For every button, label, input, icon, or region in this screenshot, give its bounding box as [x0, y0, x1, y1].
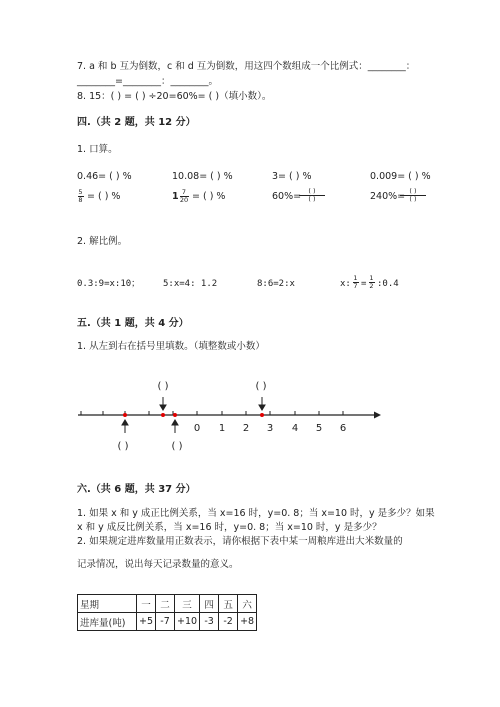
q7-line2: ________=________：________。 [77, 76, 218, 87]
proportion-3: 8:6=2:x [257, 279, 295, 289]
marked-point-4 [260, 413, 264, 417]
s6-q1-line2: x 和 y 成反比例关系，当 x=16 时，y=0. 8；当 x=10 时，y 是多少？ [77, 522, 382, 533]
table-cell: 进库量(吨) [78, 613, 137, 631]
tick-label-4: 4 [291, 423, 299, 434]
oral-calc-1: 0.46= ( ) % [77, 171, 132, 182]
blank-below-1: ( ) [117, 441, 129, 452]
grain-table [77, 594, 257, 631]
tick-label-6: 6 [339, 423, 347, 434]
s4-q1-title: 1. 口算。 [77, 144, 118, 155]
table-cell: +10 [175, 613, 200, 631]
tick-label-3: 3 [266, 423, 274, 434]
table-header-row [78, 595, 257, 613]
s4-q2-title: 2. 解比例。 [77, 236, 128, 247]
proportion-4-tail: :0.4 [377, 279, 399, 289]
proportion-1: 0.3:9=x:10； [77, 279, 141, 289]
fraction-5-8: 5 8 [78, 188, 83, 204]
fraction-1-7: 1 7 [353, 274, 358, 290]
oral-calc-7-lead: 60%= [272, 191, 302, 202]
table-header-cell: 二 [156, 595, 175, 613]
blank-fraction-240: ( ) ( ) [399, 188, 427, 203]
marked-point-2 [161, 413, 165, 417]
number-line-arrowhead [374, 412, 381, 419]
table-cell: -3 [200, 613, 219, 631]
tick-label-0: 0 [193, 423, 201, 434]
table-cell: +5 [137, 613, 156, 631]
table-header-cell: 三 [175, 595, 200, 613]
table-cell: -7 [156, 613, 175, 631]
tick-marks [81, 411, 343, 415]
table-header-cell: 四 [200, 595, 219, 613]
tick-label-2: 2 [242, 423, 250, 434]
blank-above-2: ( ) [255, 381, 267, 392]
number-line [0, 375, 500, 460]
answer-blanks [118, 381, 267, 452]
oral-calc-4: 0.009= ( ) % [370, 171, 431, 182]
s6-q1-line1: 1. 如果 x 和 y 成正比例关系，当 x=16 时，y=0. 8；当 x=10 时，y 是多少？如果 [77, 508, 435, 519]
blank-below-2: ( ) [171, 441, 183, 452]
table-header-cell: 六 [238, 595, 257, 613]
table-header-cell: 五 [219, 595, 238, 613]
s6-q2-line1: 2. 如果规定进库数量用正数表示，请你根据下表中某一周粮库进出大米数量的 [77, 536, 403, 547]
proportion-2: 5:x=4: 1.2 [163, 279, 218, 289]
table-header-cell: 一 [137, 595, 156, 613]
table-cell: -2 [219, 613, 238, 631]
proportion-4-eq: = [361, 279, 367, 289]
tick-label-5: 5 [315, 423, 323, 434]
oral-calc-8-lead: 240%= [370, 191, 406, 202]
section-5-title: 五.（共 1 题，共 4 分） [77, 318, 189, 329]
fraction-7-20: 7 20 [179, 188, 189, 204]
table-cell: +8 [238, 613, 257, 631]
oral-calc-3: 3= ( ) % [272, 171, 312, 182]
table-row [78, 613, 257, 631]
s5-q1-title: 1. 从左到右在括号里填数。（填整数或小数） [77, 341, 265, 352]
mixed-whole: 1 [172, 191, 179, 202]
marked-point-3 [173, 413, 177, 417]
blank-above-1: ( ) [157, 381, 169, 392]
table-header-cell: 星期 [78, 595, 137, 613]
section-4-title: 四.（共 2 题，共 12 分） [77, 117, 196, 128]
tick-label-1: 1 [218, 423, 226, 434]
tick-labels [194, 423, 346, 434]
marked-point-1 [123, 413, 127, 417]
oral-calc-2: 10.08= ( ) % [172, 171, 233, 182]
q7-line1: 7. a 和 b 互为倒数，c 和 d 互为倒数，用这四个数组成一个比例式：________： [77, 61, 416, 72]
oral-calc-5-rest: = ( ) % [87, 191, 121, 202]
s6-q2-line2: 记录情况，说出每天记录数量的意义。 [77, 559, 239, 570]
fraction-1-2: 1 2 [369, 274, 374, 290]
q8-text: 8. 15：( ) = ( ) ÷20=60%= ( )（填小数）。 [77, 91, 272, 102]
blank-fraction-60: ( ) ( ) [298, 188, 326, 203]
proportion-4-lead: x: [340, 279, 351, 289]
section-6-title: 六.（共 6 题，共 37 分） [77, 484, 196, 495]
oral-calc-6-rest: = ( ) % [192, 191, 226, 202]
